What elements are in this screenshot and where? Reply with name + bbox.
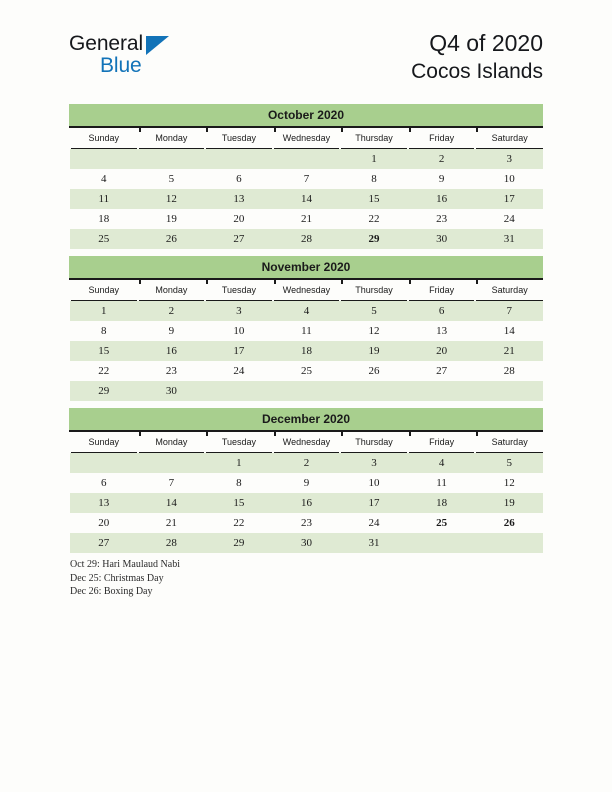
- calendar-day-empty: [205, 553, 273, 573]
- calendar-table: [69, 432, 543, 573]
- holiday-notes: [70, 558, 180, 599]
- calendar-day[interactable]: 21: [273, 209, 341, 229]
- weekday-header-friday: Friday: [408, 280, 476, 301]
- calendar-day[interactable]: 29: [70, 381, 138, 401]
- calendar-day[interactable]: 28: [138, 533, 206, 553]
- weekday-header-thursday: Thursday: [340, 432, 408, 453]
- calendar-day[interactable]: 16: [138, 341, 206, 361]
- calendar-day[interactable]: 13: [205, 189, 273, 209]
- calendar-day[interactable]: 7: [273, 169, 341, 189]
- calendar-day[interactable]: 21: [138, 513, 206, 533]
- calendar-day[interactable]: 10: [475, 169, 543, 189]
- holiday-note: Dec 25: Christmas Day: [70, 572, 164, 584]
- calendar-day[interactable]: 3: [475, 149, 543, 170]
- weekday-header-row: [70, 128, 543, 149]
- calendar-day[interactable]: 19: [138, 209, 206, 229]
- calendar-day[interactable]: 6: [408, 301, 476, 322]
- calendar-day[interactable]: 1: [205, 453, 273, 474]
- calendar-day-empty: [340, 381, 408, 401]
- weekday-header-thursday: Thursday: [340, 128, 408, 149]
- calendar-day[interactable]: 1: [70, 301, 138, 322]
- calendar-day[interactable]: 18: [273, 341, 341, 361]
- calendar-day[interactable]: 27: [205, 229, 273, 249]
- calendar-day[interactable]: 20: [70, 513, 138, 533]
- calendar-day[interactable]: 18: [408, 493, 476, 513]
- calendar-day-empty: [70, 149, 138, 170]
- calendar-day-empty: [408, 381, 476, 401]
- calendar-day[interactable]: 11: [70, 189, 138, 209]
- calendar-week-row: [70, 189, 543, 209]
- calendar-week-row: [70, 301, 543, 322]
- calendar-day[interactable]: 13: [408, 321, 476, 341]
- calendar-day[interactable]: 6: [205, 169, 273, 189]
- calendar-day[interactable]: 8: [340, 169, 408, 189]
- calendar-day[interactable]: 17: [340, 493, 408, 513]
- calendar-week-row: [70, 493, 543, 513]
- calendar-body: [70, 301, 543, 422]
- calendar-day[interactable]: 7: [475, 301, 543, 322]
- calendar-day[interactable]: 2: [273, 453, 341, 474]
- calendar-day-empty: [138, 149, 206, 170]
- calendar-day[interactable]: 24: [340, 513, 408, 533]
- calendar-day-empty: [475, 533, 543, 553]
- calendar-day-empty: [408, 533, 476, 553]
- weekday-header-sunday: Sunday: [70, 280, 138, 301]
- calendar-day-empty: [475, 553, 543, 573]
- calendar-day[interactable]: 30: [138, 381, 206, 401]
- calendar-day[interactable]: 21: [475, 341, 543, 361]
- calendar-week-row: [70, 513, 543, 533]
- calendar-day[interactable]: 10: [205, 321, 273, 341]
- calendar-day-holiday[interactable]: 26: [475, 513, 543, 533]
- calendar-body: [70, 149, 543, 270]
- holiday-note: Oct 29: Hari Maulaud Nabi: [70, 559, 180, 570]
- calendar-day[interactable]: 20: [205, 209, 273, 229]
- calendar-day[interactable]: 28: [273, 229, 341, 249]
- calendar-day[interactable]: 14: [273, 189, 341, 209]
- weekday-header-friday: Friday: [408, 432, 476, 453]
- weekday-header-friday: Friday: [408, 128, 476, 149]
- weekday-header-wednesday: Wednesday: [273, 280, 341, 301]
- calendar-day[interactable]: 9: [138, 321, 206, 341]
- calendar-day[interactable]: 5: [475, 453, 543, 474]
- calendar-day-empty: [70, 453, 138, 474]
- calendar-day[interactable]: 6: [70, 473, 138, 493]
- calendar-day-empty: [138, 453, 206, 474]
- calendar-day[interactable]: 29: [205, 533, 273, 553]
- month-block-november: [69, 256, 543, 421]
- calendar-day[interactable]: 20: [408, 341, 476, 361]
- calendar-day[interactable]: 25: [273, 361, 341, 381]
- brand-name-blue: Blue: [100, 54, 142, 77]
- calendar-day[interactable]: 17: [475, 189, 543, 209]
- calendar-day[interactable]: 23: [408, 209, 476, 229]
- calendar-week-row: [70, 149, 543, 170]
- weekday-header-monday: Monday: [138, 280, 206, 301]
- calendar-day[interactable]: 11: [408, 473, 476, 493]
- holiday-note: Dec 26: Boxing Day: [70, 586, 153, 597]
- calendar-body: [70, 453, 543, 574]
- calendar-day[interactable]: 2: [138, 301, 206, 322]
- calendar-day-empty: [273, 149, 341, 170]
- calendar-day[interactable]: 16: [273, 493, 341, 513]
- month-title: December 2020: [69, 408, 543, 432]
- weekday-header-saturday: Saturday: [475, 280, 543, 301]
- calendar-day[interactable]: 12: [340, 321, 408, 341]
- calendar-day[interactable]: 15: [70, 341, 138, 361]
- calendar-day[interactable]: 26: [138, 229, 206, 249]
- calendar-day[interactable]: 9: [273, 473, 341, 493]
- calendar-day[interactable]: 27: [408, 361, 476, 381]
- calendar-day[interactable]: 11: [273, 321, 341, 341]
- weekday-header-row: [70, 280, 543, 301]
- calendar-week-row: [70, 169, 543, 189]
- calendar-day[interactable]: 3: [340, 453, 408, 474]
- calendar-day[interactable]: 16: [408, 189, 476, 209]
- calendar-day[interactable]: 19: [475, 493, 543, 513]
- calendar-day[interactable]: 14: [475, 321, 543, 341]
- calendar-day[interactable]: 14: [138, 493, 206, 513]
- weekday-header-tuesday: Tuesday: [205, 432, 273, 453]
- weekday-header-sunday: Sunday: [70, 128, 138, 149]
- month-block-october: [69, 104, 543, 269]
- weekday-header-monday: Monday: [138, 128, 206, 149]
- brand-triangle-icon: [146, 36, 169, 55]
- calendar-day[interactable]: 12: [138, 189, 206, 209]
- calendar-day[interactable]: 30: [273, 533, 341, 553]
- calendar-table: [69, 280, 543, 421]
- calendar-day[interactable]: 12: [475, 473, 543, 493]
- calendar-day[interactable]: 15: [340, 189, 408, 209]
- calendar-day[interactable]: 22: [205, 513, 273, 533]
- weekday-header-row: [70, 432, 543, 453]
- calendar-day[interactable]: 23: [273, 513, 341, 533]
- calendar-day-empty: [408, 553, 476, 573]
- calendar-table: [69, 128, 543, 269]
- calendar-week-row: [70, 533, 543, 553]
- brand-name-general: General: [69, 32, 144, 55]
- calendar-day[interactable]: 24: [205, 361, 273, 381]
- calendar-day[interactable]: 26: [340, 361, 408, 381]
- weekday-header-wednesday: Wednesday: [273, 128, 341, 149]
- calendar-day[interactable]: 8: [70, 321, 138, 341]
- weekday-header-saturday: Saturday: [475, 128, 543, 149]
- calendar-day[interactable]: 3: [205, 301, 273, 322]
- weekday-header-wednesday: Wednesday: [273, 432, 341, 453]
- calendar-day[interactable]: 22: [340, 209, 408, 229]
- calendar-day[interactable]: 5: [138, 169, 206, 189]
- calendar-day[interactable]: 25: [70, 229, 138, 249]
- weekday-header-monday: Monday: [138, 432, 206, 453]
- calendar-day-empty: [273, 553, 341, 573]
- weekday-header-tuesday: Tuesday: [205, 280, 273, 301]
- calendar-week-row: [70, 321, 543, 341]
- calendar-day-holiday[interactable]: 29: [340, 229, 408, 249]
- calendar-day-empty: [205, 149, 273, 170]
- calendar-day[interactable]: 13: [70, 493, 138, 513]
- calendar-day[interactable]: 24: [475, 209, 543, 229]
- calendar-day[interactable]: 8: [205, 473, 273, 493]
- calendar-day[interactable]: 4: [273, 301, 341, 322]
- calendar-day[interactable]: 4: [408, 453, 476, 474]
- calendar-day-empty: [475, 381, 543, 401]
- weekday-header-tuesday: Tuesday: [205, 128, 273, 149]
- calendar-day-holiday[interactable]: 25: [408, 513, 476, 533]
- calendar-day[interactable]: 18: [70, 209, 138, 229]
- calendar-day[interactable]: 10: [340, 473, 408, 493]
- page-title-quarter: Q4 of 2020: [429, 30, 543, 56]
- calendar-day[interactable]: 27: [70, 533, 138, 553]
- month-title: November 2020: [69, 256, 543, 280]
- page-title-location: Cocos Islands: [411, 60, 543, 83]
- calendar-day[interactable]: 31: [475, 229, 543, 249]
- calendar-week-row: [70, 229, 543, 249]
- weekday-header-saturday: Saturday: [475, 432, 543, 453]
- calendar-week-row: [70, 341, 543, 361]
- page-header: [69, 28, 543, 94]
- calendar-day[interactable]: 23: [138, 361, 206, 381]
- calendar-day[interactable]: 17: [205, 341, 273, 361]
- weekday-header-sunday: Sunday: [70, 432, 138, 453]
- calendar-day[interactable]: 2: [408, 149, 476, 170]
- calendar-day[interactable]: 28: [475, 361, 543, 381]
- calendar-day[interactable]: 19: [340, 341, 408, 361]
- weekday-header-thursday: Thursday: [340, 280, 408, 301]
- calendar-week-row: [70, 209, 543, 229]
- calendar-day[interactable]: 30: [408, 229, 476, 249]
- calendar-week-row: [70, 473, 543, 493]
- calendar-day[interactable]: 5: [340, 301, 408, 322]
- calendar-week-row: [70, 381, 543, 401]
- calendar-day-empty: [340, 553, 408, 573]
- calendar-week-row: [70, 453, 543, 474]
- calendar-day[interactable]: 15: [205, 493, 273, 513]
- calendar-day[interactable]: 9: [408, 169, 476, 189]
- calendar-day[interactable]: 22: [70, 361, 138, 381]
- calendar-day-empty: [205, 381, 273, 401]
- calendar-day-empty: [273, 381, 341, 401]
- month-title: October 2020: [69, 104, 543, 128]
- calendar-week-row: [70, 361, 543, 381]
- page-title-block: [411, 28, 543, 86]
- month-block-december: [69, 408, 543, 573]
- calendar-day[interactable]: 4: [70, 169, 138, 189]
- calendar-day[interactable]: 31: [340, 533, 408, 553]
- calendar-day[interactable]: 1: [340, 149, 408, 170]
- calendar-day[interactable]: 7: [138, 473, 206, 493]
- brand-logo: [69, 32, 269, 88]
